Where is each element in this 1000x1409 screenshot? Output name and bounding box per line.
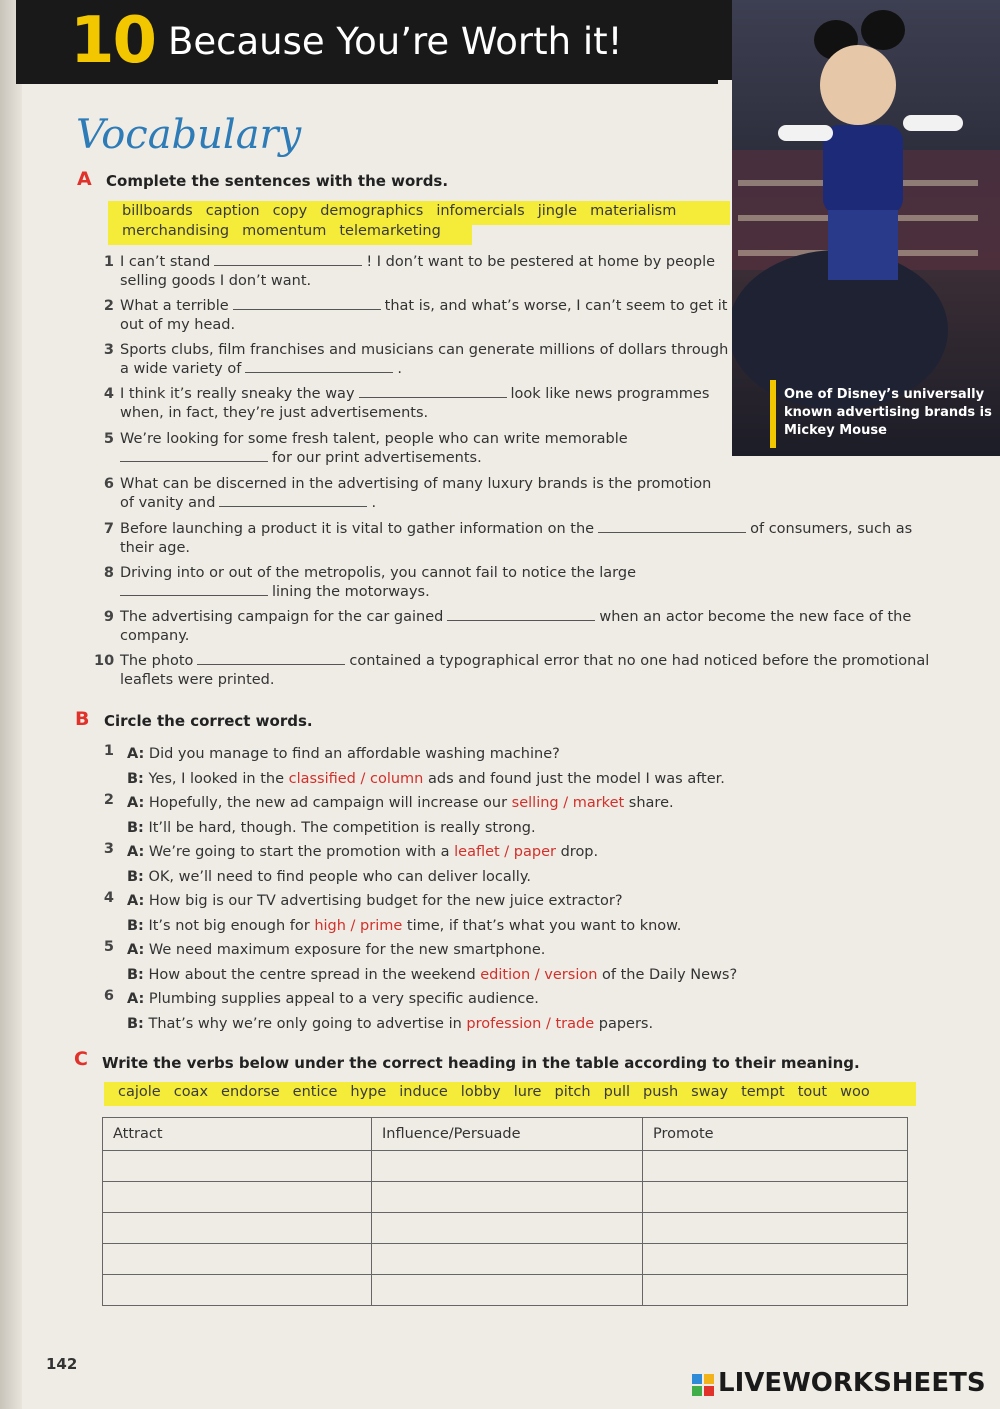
- speaker-b: B:: [127, 869, 144, 885]
- item-number: 9: [103, 609, 114, 625]
- word-chip: coax: [173, 1084, 209, 1100]
- table-row: [103, 1244, 908, 1275]
- item-text: .: [371, 495, 377, 511]
- speaker-b: B:: [127, 918, 144, 934]
- item-text: out of my head.: [120, 317, 236, 333]
- speaker-a: A:: [127, 746, 145, 762]
- item-text: Did you manage to find an affordable washing machine?: [148, 746, 560, 762]
- item-text: company.: [120, 628, 190, 644]
- item-text: time, if that’s what you want to know.: [406, 918, 682, 934]
- item-text: What can be discerned in the advertising of many luxury brands is the promotion: [120, 476, 712, 492]
- word-chip: demographics: [320, 203, 424, 219]
- word-chip: entice: [292, 1084, 338, 1100]
- word-chip: merchandising: [122, 223, 230, 239]
- speaker-a: A:: [127, 893, 145, 909]
- item-text: Sports clubs, film franchises and musicians can generate millions of dollars through: [120, 342, 729, 358]
- item-text: Before launching a product it is vital to gather information on the: [120, 521, 595, 537]
- table-row: [103, 1213, 908, 1244]
- word-chip: hype: [350, 1084, 387, 1100]
- caption-text: One of Disney’s universally known advertising brands is Mickey Mouse: [784, 387, 992, 438]
- item-text: selling goods I don’t want.: [120, 273, 312, 289]
- item-number: 3: [103, 841, 114, 857]
- answer-blank[interactable]: [598, 520, 746, 533]
- word-box-c: [104, 1082, 916, 1106]
- exercise-b-instruction: Circle the correct words.: [104, 712, 313, 730]
- item-number: 7: [103, 521, 114, 537]
- item-text: ! I don’t want to be pestered at home by people: [366, 254, 716, 270]
- item-number: 10: [94, 653, 115, 669]
- item-text: when an actor become the new face of the: [599, 609, 912, 625]
- item-text: of consumers, such as: [750, 521, 913, 537]
- table-cell[interactable]: [372, 1182, 643, 1213]
- table-cell[interactable]: [103, 1244, 372, 1275]
- word-choice[interactable]: selling / market: [511, 795, 625, 811]
- table-header-attract: Attract: [103, 1118, 372, 1151]
- table-cell[interactable]: [643, 1151, 908, 1182]
- item-text: that is, and what’s worse, I can’t seem to get it: [384, 298, 728, 314]
- table-row: [103, 1275, 908, 1306]
- item-text: ads and found just the model I was after.: [427, 771, 725, 787]
- word-choice[interactable]: edition / version: [480, 967, 598, 983]
- item-text: It’ll be hard, though. The competition is really strong.: [148, 820, 536, 836]
- item-text: .: [397, 361, 402, 377]
- item-text: Hopefully, the new ad campaign will increase our: [148, 795, 508, 811]
- item-text: I think it’s really sneaky the way: [120, 386, 355, 402]
- word-chip: push: [643, 1084, 679, 1100]
- item-text: That’s why we’re only going to advertise in: [148, 1016, 462, 1032]
- caption-bracket: [770, 380, 776, 448]
- speaker-b: B:: [127, 1016, 144, 1032]
- answer-blank[interactable]: [245, 360, 393, 373]
- item-text: I can’t stand: [120, 254, 211, 270]
- item-text: share.: [628, 795, 674, 811]
- item-text: of the Daily News?: [602, 967, 738, 983]
- item-text: Driving into or out of the metropolis, you cannot fail to notice the large: [120, 565, 636, 581]
- item-text: papers.: [598, 1016, 654, 1032]
- item-text: lining the motorways.: [272, 584, 430, 600]
- word-box-a-line2: [108, 223, 472, 245]
- item-text: How about the centre spread in the weekend: [148, 967, 476, 983]
- table-cell[interactable]: [643, 1213, 908, 1244]
- item-number: 4: [103, 890, 114, 906]
- unit-number: 10: [70, 4, 156, 78]
- item-text: How big is our TV advertising budget for the new juice extractor?: [148, 893, 623, 909]
- item-text: leaflets were printed.: [120, 672, 275, 688]
- exercise-c-letter: C: [74, 1048, 88, 1070]
- item-text: We’re going to start the promotion with a: [148, 844, 450, 860]
- speaker-b: B:: [127, 820, 144, 836]
- table-header-promote: Promote: [643, 1118, 908, 1151]
- page-number: 142: [46, 1355, 78, 1373]
- word-chip: tempt: [741, 1084, 785, 1100]
- word-chip: billboards: [122, 203, 193, 219]
- item-text: contained a typographical error that no one had noticed before the promotional: [349, 653, 930, 669]
- answer-blank[interactable]: [447, 608, 595, 621]
- speaker-b: B:: [127, 967, 144, 983]
- item-number: 1: [103, 743, 114, 759]
- word-chip: induce: [399, 1084, 448, 1100]
- table-cell[interactable]: [372, 1275, 643, 1306]
- photo-caption: [770, 380, 1000, 450]
- item-text: The photo: [120, 653, 194, 669]
- exercise-a-instruction: Complete the sentences with the words.: [106, 172, 449, 190]
- item-text: look like news programmes: [510, 386, 710, 402]
- answer-blank[interactable]: [359, 385, 507, 398]
- speaker-a: A:: [127, 942, 145, 958]
- word-chip: telemarketing: [339, 223, 441, 239]
- table-cell[interactable]: [372, 1244, 643, 1275]
- word-chip: cajole: [118, 1084, 161, 1100]
- table-cell[interactable]: [103, 1275, 372, 1306]
- item-text: for our print advertisements.: [272, 450, 482, 466]
- item-number: 2: [103, 298, 114, 314]
- item-text: drop.: [560, 844, 599, 860]
- item-text: It’s not big enough for: [148, 918, 310, 934]
- answer-blank[interactable]: [233, 297, 381, 310]
- table-row: [103, 1182, 908, 1213]
- word-choice[interactable]: profession / trade: [466, 1016, 595, 1032]
- item-text: Plumbing supplies appeal to a very specific audience.: [148, 991, 539, 1007]
- item-text: when, in fact, they’re just advertisements.: [120, 405, 429, 421]
- item-number: 6: [103, 476, 114, 492]
- word-chip: copy: [272, 203, 308, 219]
- unit-title: Because You’re Worth it!: [168, 20, 623, 63]
- item-number: 4: [103, 386, 114, 402]
- table-row: [103, 1151, 908, 1182]
- table-cell[interactable]: [372, 1151, 643, 1182]
- item-text: What a terrible: [120, 298, 229, 314]
- word-chip: sway: [691, 1084, 729, 1100]
- item-text: We need maximum exposure for the new smartphone.: [148, 942, 546, 958]
- word-chip: caption: [205, 203, 260, 219]
- table-cell[interactable]: [103, 1213, 372, 1244]
- table-cell[interactable]: [643, 1182, 908, 1213]
- item-text: of vanity and: [120, 495, 216, 511]
- item-text: We’re looking for some fresh talent, people who can write memorable: [120, 431, 628, 447]
- word-chip: infomercials: [436, 203, 525, 219]
- answer-blank[interactable]: [219, 494, 367, 507]
- answer-blank[interactable]: [120, 583, 268, 596]
- exercise-a-letter: A: [77, 168, 92, 190]
- word-chip: lure: [513, 1084, 542, 1100]
- item-number: 3: [103, 342, 114, 358]
- item-number: 6: [103, 988, 114, 1004]
- word-chip: pitch: [554, 1084, 591, 1100]
- word-chip: lobby: [460, 1084, 501, 1100]
- word-box-a-line1: [108, 201, 730, 225]
- word-chip: woo: [840, 1084, 870, 1100]
- item-text: The advertising campaign for the car gained: [120, 609, 444, 625]
- table-cell[interactable]: [643, 1275, 908, 1306]
- speaker-a: A:: [127, 991, 145, 1007]
- answer-blank[interactable]: [214, 253, 362, 266]
- speaker-b: B:: [127, 771, 144, 787]
- item-number: 2: [103, 792, 114, 808]
- vocabulary-heading: Vocabulary: [76, 112, 302, 158]
- item-number: 8: [103, 565, 114, 581]
- verb-table: [102, 1117, 908, 1306]
- speaker-a: A:: [127, 844, 145, 860]
- exercise-b-letter: B: [75, 708, 90, 730]
- word-choice[interactable]: high / prime: [314, 918, 403, 934]
- item-text: a wide variety of: [120, 361, 242, 377]
- liveworksheets-icon: [692, 1374, 714, 1396]
- liveworksheets-wordmark: LIVEWORKSHEETS: [718, 1368, 986, 1398]
- table-header-row: [103, 1118, 908, 1151]
- table-cell[interactable]: [372, 1213, 643, 1244]
- item-text: their age.: [120, 540, 191, 556]
- answer-blank[interactable]: [120, 449, 268, 462]
- page-edge: [0, 0, 22, 1409]
- speaker-a: A:: [127, 795, 145, 811]
- item-text: OK, we’ll need to find people who can deliver locally.: [148, 869, 531, 885]
- item-number: 5: [103, 431, 114, 447]
- word-chip: materialism: [590, 203, 677, 219]
- word-chip: jingle: [537, 203, 578, 219]
- exercise-c-instruction: Write the verbs below under the correct heading in the table according to their meaning.: [102, 1054, 860, 1072]
- word-chip: endorse: [221, 1084, 280, 1100]
- word-chip: tout: [797, 1084, 828, 1100]
- item-number: 1: [103, 254, 114, 270]
- table-cell[interactable]: [103, 1182, 372, 1213]
- word-chip: pull: [603, 1084, 631, 1100]
- word-chip: momentum: [242, 223, 327, 239]
- table-cell[interactable]: [103, 1151, 372, 1182]
- item-text: Yes, I looked in the: [148, 771, 284, 787]
- table-header-influence: Influence/Persuade: [372, 1118, 643, 1151]
- item-number: 5: [103, 939, 114, 955]
- table-cell[interactable]: [643, 1244, 908, 1275]
- word-choice[interactable]: leaflet / paper: [454, 844, 556, 860]
- answer-blank[interactable]: [197, 652, 345, 665]
- word-choice[interactable]: classified / column: [288, 771, 424, 787]
